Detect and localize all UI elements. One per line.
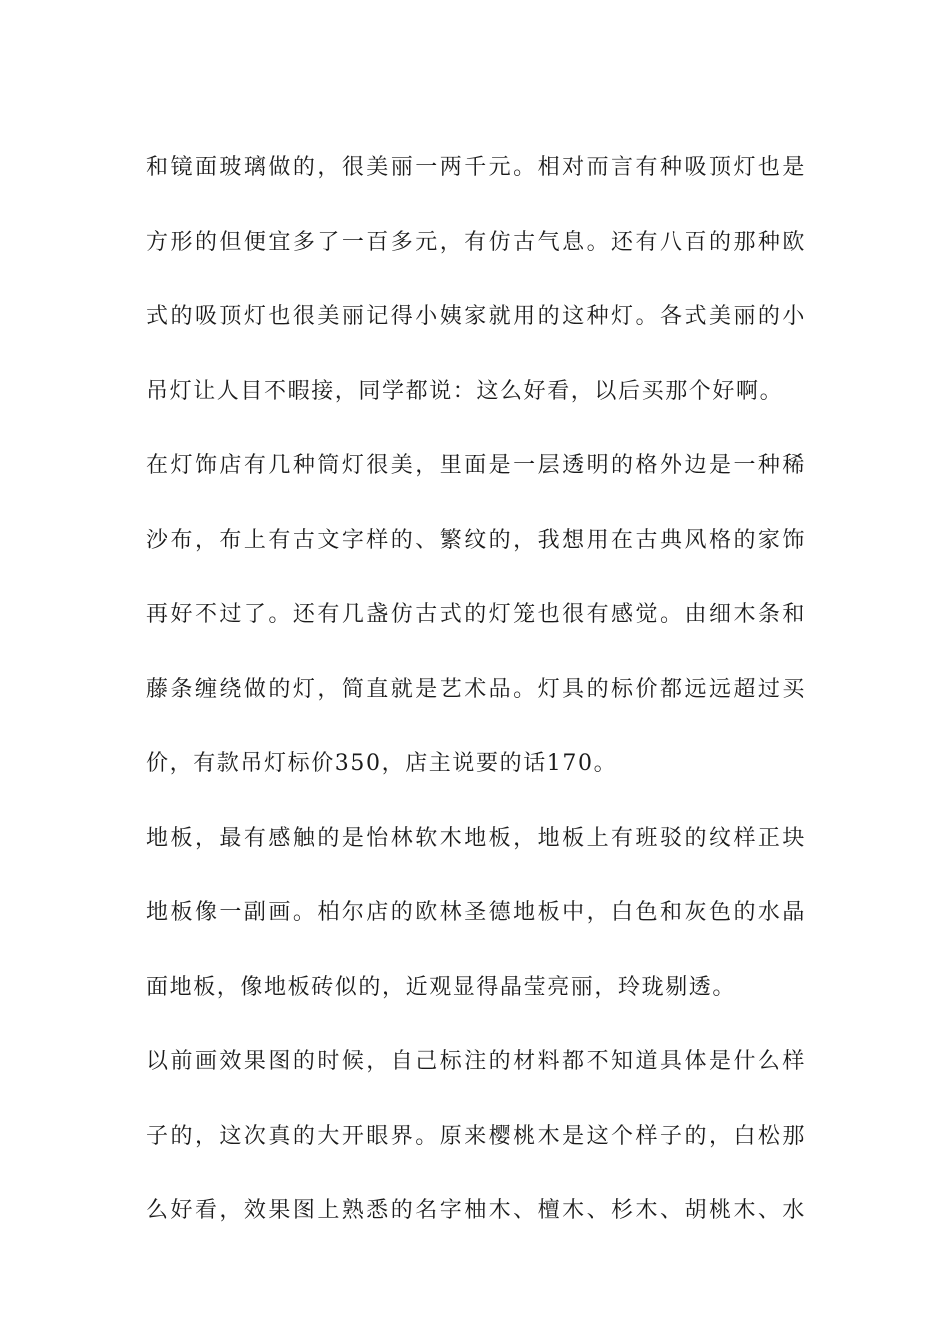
text-line: 和镜面玻璃做的，很美丽一两千元。相对而言有种吸顶灯也是: [146, 155, 806, 180]
text-line: 价，有款吊灯标价350，店主说要的话170。: [146, 751, 618, 776]
text-line: 再好不过了。还有几盏仿古式的灯笼也很有感觉。由细木条和: [146, 602, 806, 627]
text-line: 在灯饰店有几种筒灯很美，里面是一层透明的格外边是一种稀: [146, 453, 806, 478]
text-line: 方形的但便宜多了一百多元，有仿古气息。还有八百的那种欧: [146, 229, 806, 255]
text-line: 藤条缠绕做的灯，简直就是艺术品。灯具的标价都远远超过买: [146, 676, 806, 702]
text-line: 地板像一副画。柏尔店的欧林圣德地板中，白色和灰色的水晶: [146, 900, 806, 925]
text-line: 式的吸顶灯也很美丽记得小姨家就用的这种灯。各式美丽的小: [146, 304, 806, 329]
text-line: 面地板，像地板砖似的，近观显得晶莹亮丽，玲珑剔透。: [146, 974, 737, 1000]
text-line: 以前画效果图的时候，自己标注的材料都不知道具体是什么样: [146, 1049, 806, 1074]
text-line: 沙布，布上有古文字样的、繁纹的，我想用在古典风格的家饰: [146, 527, 806, 553]
text-line: 子的，这次真的大开眼界。原来樱桃木是这个样子的，白松那: [146, 1123, 806, 1149]
paragraph-lighting-ceiling: [146, 131, 806, 429]
text-line: 么好看，效果图上熟悉的名字柚木、檀木、杉木、胡桃木、水: [146, 1198, 806, 1223]
document-body: [146, 131, 806, 1249]
text-line: 地板，最有感触的是怡林软木地板，地板上有班驳的纹样正块: [146, 825, 806, 851]
paragraph-lighting-store: [146, 429, 806, 802]
paragraph-materials: [146, 1025, 806, 1249]
paragraph-flooring: [146, 802, 806, 1026]
text-line: 吊灯让人目不暇接，同学都说：这么好看，以后买那个好啊。: [146, 378, 784, 404]
